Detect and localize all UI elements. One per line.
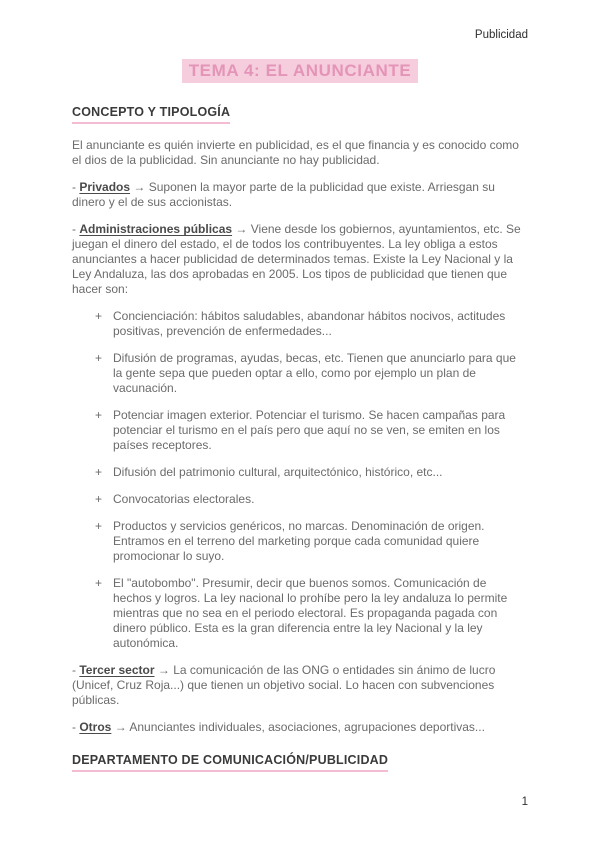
list-item-administraciones (72, 222, 528, 297)
bullet-text: Difusión de programas, ayudas, becas, etc. Tienen que anunciarlo para que la gente sepa que pueden optar a ello, como por ejemplo un plan de vacunación. (113, 351, 516, 395)
bullet-text: Convocatorias electorales. (113, 492, 255, 506)
item-text: Anunciantes individuales, asociaciones, agrupaciones deportivas... (129, 720, 485, 734)
bullet-text: Difusión del patrimonio cultural, arquitectónico, histórico, etc... (113, 465, 443, 479)
intro-paragraph: El anunciante es quién invierte en publicidad, es el que financia y es conocido como el dios de la publicidad. Sin anunciante no hay publicidad. (72, 138, 519, 167)
term-privados: Privados (79, 180, 131, 194)
list-item-otros (72, 720, 528, 735)
bullet-item (95, 519, 528, 564)
arrow-glyph: → (114, 720, 127, 734)
plus-marker: + (95, 576, 103, 590)
item-text: La comunicación de las ONG o entidades sin ánimo de lucro (Unicef, Cruz Roja...) que tienen un objetivo social. Lo hacen con subvenciones públicas. (72, 663, 496, 707)
bullet-text: Concienciación: hábitos saludables, abandonar hábitos nocivos, actitudes positivas, prevención de enfermedades... (113, 309, 506, 338)
plus-marker: + (95, 309, 103, 323)
arrow-glyph: → (157, 663, 170, 677)
dash-marker: - (72, 222, 76, 236)
bullet-item (95, 465, 528, 480)
section-heading-concepto (72, 105, 528, 124)
item-text: Viene desde los gobiernos, ayuntamientos, etc. Se juegan el dinero del estado, el de todos los contribuyentes. La ley obliga a estos anunciantes a hacer publicidad de determinados temas. Existe la Ley Nacional y la Ley Andaluza, las dos aprobadas en 2005. Los tipos de publicidad que tienen que hacer son: (72, 222, 521, 296)
page-title: TEMA 4: EL ANUNCIANTE (182, 59, 419, 83)
arrow-glyph: → (235, 222, 248, 236)
plus-marker: + (95, 351, 103, 365)
plus-marker: + (95, 465, 103, 479)
bullet-item (95, 408, 528, 453)
plus-marker: + (95, 408, 103, 422)
bullet-item (95, 309, 528, 339)
bullet-item (95, 492, 528, 507)
bullet-item (95, 576, 528, 651)
term-otros: Otros (79, 720, 112, 734)
page-number: 1 (521, 796, 528, 808)
title-row (72, 59, 528, 83)
section-heading-departamento-text: DEPARTAMENTO DE COMUNICACIÓN/PUBLICIDAD (72, 753, 388, 772)
bullet-list (95, 309, 528, 651)
plus-marker: + (95, 492, 103, 506)
list-item-tercer-sector (72, 663, 528, 708)
dash-marker: - (72, 720, 76, 734)
header-label: Publicidad (474, 29, 528, 41)
bullet-text: Productos y servicios genéricos, no marcas. Denominación de origen. Entramos en el terreno del marketing porque cada comunidad quiere promocionar lo suyo. (113, 519, 485, 563)
page-header (72, 28, 528, 43)
bullet-item (95, 351, 528, 396)
bullet-text: Potenciar imagen exterior. Potenciar el turismo. Se hacen campañas para potenciar el turismo en el país pero que aquí no se ven, se emiten en los países receptores. (113, 408, 506, 452)
dash-marker: - (72, 180, 76, 194)
term-administraciones: Administraciones públicas (79, 222, 233, 236)
dash-marker: - (72, 663, 76, 677)
plus-marker: + (95, 519, 103, 533)
bullet-text: El "autobombo". Presumir, decir que buenos somos. Comunicación de hechos y logros. La ley nacional lo prohíbe pero la ley andaluza lo permite mientras que no sea en el periodo electoral. Es propaganda pagada con dinero público. Esta es la gran diferencia entre la ley Nacional y la ley autonómica. (113, 576, 508, 650)
section-heading-concepto-text: CONCEPTO Y TIPOLOGÍA (72, 105, 230, 124)
list-item-privados (72, 180, 528, 210)
term-tercer-sector: Tercer sector (79, 663, 155, 677)
arrow-glyph: → (133, 180, 146, 194)
item-text: Suponen la mayor parte de la publicidad que existe. Arriesgan su dinero y el de sus accionistas. (72, 180, 495, 209)
section-heading-departamento (72, 753, 528, 772)
